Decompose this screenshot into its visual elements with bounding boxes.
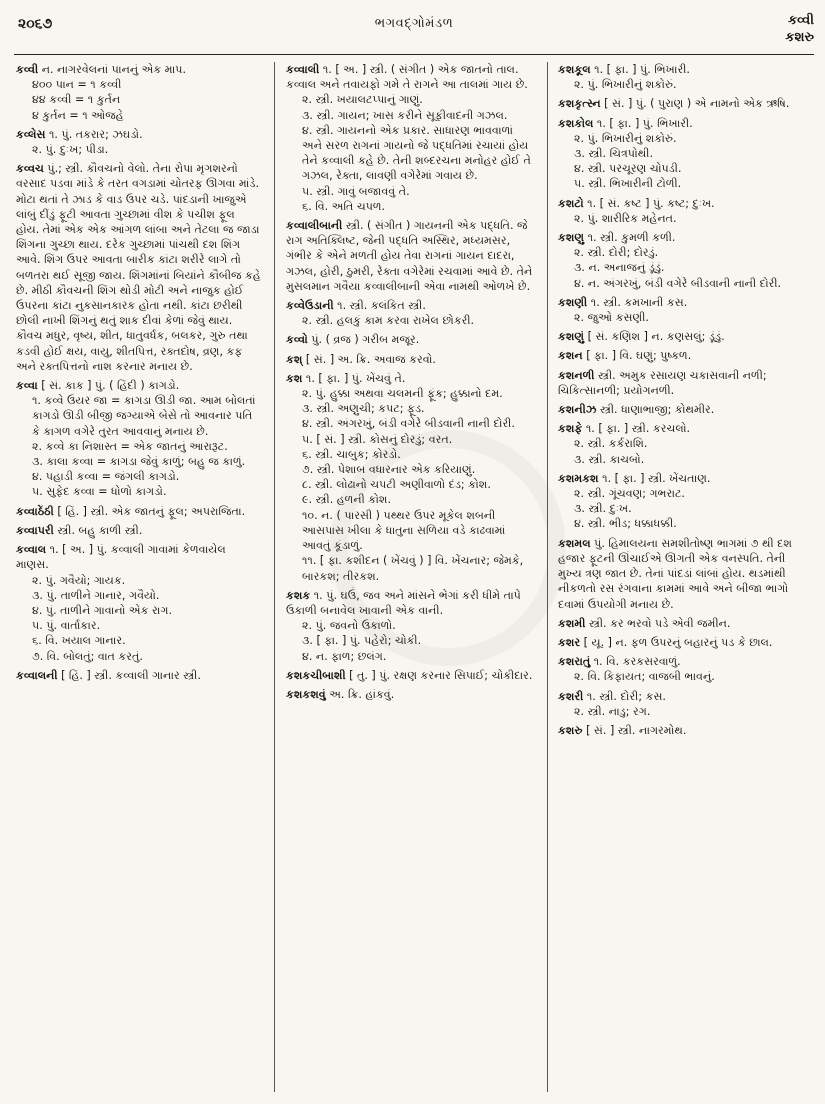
entry-sense: ૭. સ્ત્રી. પેશાબ વધારનાર એક કરિયાણું. <box>302 463 476 477</box>
dictionary-entry <box>558 723 810 738</box>
dictionary-entry <box>16 127 261 157</box>
entry-sense: ૫. સ્ત્રી. ગાવું બજાવવું તે. <box>302 184 410 198</box>
entry-headword: કશરાતું <box>558 655 591 669</box>
entry-sense: ૪. પહાડી કવ્વા = જંગલી કાગડો. <box>32 470 180 484</box>
entry-sense: ૪. ન. અંગરખું, બંડી વગેરે બીડવાની નાની દોરી. <box>574 276 782 290</box>
entry-headword: કશકચીબાશી <box>286 668 346 682</box>
entry-definition: ૧. [ ફા. ] સ્ત્રી. ખેંચતાણ. <box>602 471 711 485</box>
entry-definition: સ્ત્રી. કર ભરવો પડે એવી જમીન. <box>588 616 731 630</box>
entry-sense: ૨. પું. હુક્કા અથવા ચલમની ફૂંક; હુક્કાનો દમ. <box>302 387 503 401</box>
dictionary-entry <box>558 402 810 417</box>
entry-sense: ૧૦. ન. ( પારસી ) પથ્થર ઉપર મૂકેલ શબની આસપાસ ખીલા કે ધાતુના સળિયા વડે કાઢવામાં આવતું કૂંડાળું. <box>302 508 506 553</box>
entry-definition: [ સં. ] સ્ત્રી. નાગરમોથ. <box>586 723 687 737</box>
entry-sense: ૨. પું. દુઃખ; પીડા. <box>32 143 109 157</box>
entry-headword: કશમલ <box>558 536 591 550</box>
dictionary-entry <box>558 196 810 226</box>
entry-definition: ૧. પું. તકરાર; ઝઘડો. <box>49 127 143 141</box>
entry-sense: ૫. [ સં. ] સ્ત્રી. કોસનું દોરડું; વરત. <box>302 432 453 446</box>
entry-headword: કશટો <box>558 196 584 210</box>
dictionary-entry <box>286 298 536 328</box>
dictionary-entry <box>558 635 810 650</box>
dictionary-entry <box>558 421 810 467</box>
entry-definition: સ્ત્રી. અમુક રસાયણ ચકાસવાની નળી; ચિકિત્સાનળી; પ્રયોગનળી. <box>558 368 767 397</box>
entry-sense: ૬. સ્ત્રી. ચાબુક; કોરડો. <box>302 447 401 461</box>
entry-headword: કશણી <box>558 295 588 309</box>
entry-sense: ૨. પું. ગવૈયો; ગાયક. <box>32 573 126 587</box>
dictionary-entry <box>558 689 810 719</box>
entry-definition: ૧. [ ફા. ] પું. ભિખારી. <box>594 63 690 76</box>
entry-definition: પું. હિમાલયના સમશીતોષ્ણ ભાગમાં ૭ થી દશ હજાર ફૂટની ઊંચાઈએ ઊગતી એક વનસ્પતિ. તેની મુખ્ય ત્રણ જાત છે. તેનાં પાંદડાં લાંબાં હોય. થડમાંથી નીકળતો રસ રંગવાના કામમાં આવે અને બીજા ભાગો દવામાં ઉપયોગી મનાય છે. <box>558 536 792 611</box>
column-3 <box>558 62 810 1092</box>
entry-sense: ૨. વિ. કિફાયત; વાજબી ભાવનું. <box>574 670 715 684</box>
entry-definition: [ ફા. ] વિ. ઘણું; પુષ્કળ. <box>586 349 692 363</box>
dictionary-entry <box>16 668 261 683</box>
entry-definition: ૧. સ્ત્રી. કુમળી કળી. <box>587 231 676 245</box>
entry-headword: કશકોલ <box>558 116 594 130</box>
entry-sense: ૫. સુફેદ કવ્વા = ધોળો કાગડો. <box>32 485 167 499</box>
dictionary-entry <box>558 329 810 344</box>
dictionary-entry <box>286 668 536 683</box>
entry-sense: ૫. સ્ત્રી. ભિખારીની ટોળી. <box>574 177 682 191</box>
entry-headword: કવ્વાઠેંઠી <box>16 504 54 518</box>
entry-sense: ૩. કાલા કવ્વા = કાગડા જેવું કાળું; બહુ જ કાળું. <box>32 455 246 469</box>
column-2 <box>286 62 536 1092</box>
dictionary-entry <box>16 523 261 538</box>
guide-word-last: કશરુ <box>785 30 814 45</box>
dictionary-entry <box>558 348 810 363</box>
entry-sense: ૪. સ્ત્રી. ભીડ; ધક્કાધક્કી. <box>574 517 677 531</box>
entry-sense: ૩. [ ફા. ] પું. પહેરો; ચોકી. <box>302 634 422 648</box>
entry-sense: ૧. કવ્વે ઉયર જા = કાગડા ઊડી જા. આમ બોલતાં કાગડો ઊડી બીજી જગ્યાએ બેસે તો આવનાર પતિ કે કાગળ વગેરે તુરત આવવાનું મનાય છે. <box>32 394 256 438</box>
entry-sense: ૩. સ્ત્રી. ચિત્રપોથી. <box>574 147 653 161</box>
entry-headword: કશણું <box>558 330 585 344</box>
entry-sense: ૪. સ્ત્રી. પરચૂરણ ચોપડી. <box>574 162 682 176</box>
column-divider-1 <box>274 62 275 1092</box>
dictionary-entry <box>558 295 810 325</box>
entry-headword: કશફે <box>558 422 583 436</box>
entry-sense: ૨. પું. ભિખારીનું શકોરું. <box>574 78 677 92</box>
page-title: ભગવદ્ગોમંડળ <box>374 16 454 31</box>
entry-definition: ૧. [ અ. ] સ્ત્રી. ( સંગીત ) એક જાતનો તાલ. કવ્વાલ અને તવાયફો ગમે તે રાગને આ તાલમાં ગાય છે. <box>286 63 528 92</box>
entry-headword: કશક <box>286 588 311 602</box>
entry-sense: ૪. ન. ફાળ; છલંગ. <box>302 649 387 663</box>
entry-headword: કશકૃત્સ્ન <box>558 97 601 111</box>
entry-headword: કવ્વી <box>16 63 39 76</box>
entry-headword: કશકશવું <box>286 687 326 701</box>
page-number: ૨૦૬૭ <box>18 16 53 32</box>
entry-sense: ૩. સ્ત્રી. કાચબો. <box>574 452 645 466</box>
dictionary-entry <box>286 687 536 702</box>
entry-definition: [ સં. ] અ. ક્રિ. અવાજ કરવો. <box>305 352 436 366</box>
entry-headword: કશકૂલ <box>558 63 591 76</box>
entry-sense: ૨. સ્ત્રી. નાડુ; રગ. <box>574 704 651 718</box>
dictionary-entry <box>558 471 810 532</box>
entry-definition: ન. નાગરવેલનાં પાનનું એક માપ. <box>41 63 186 76</box>
entry-sense: ૨. કવ્વે કા નિશાસ્ત = એક જાતનું આરારૂટ. <box>32 439 228 453</box>
entry-definition: ૧. વિ. કરકસરવાળું. <box>593 655 681 669</box>
entry-headword: કશ્ <box>286 352 303 366</box>
entry-headword: કવ્વો <box>286 333 308 347</box>
entry-headword: કવ્વચ <box>16 162 44 176</box>
dictionary-entry <box>16 161 261 374</box>
dictionary-entry <box>558 616 810 631</box>
guide-word-first: કવ્વી <box>788 13 814 28</box>
entry-definition: ૧. [ ફા. ] સ્ત્રી. કરચલો. <box>585 422 691 436</box>
entry-sense: ૩. સ્ત્રી. અણુચી; કપટ; ફૂડ. <box>302 402 425 416</box>
entry-sense: ૩. સ્ત્રી. દુઃખ. <box>574 502 632 516</box>
entry-headword: કવ્વાલની <box>16 668 58 682</box>
entry-sense: ૨. પું. ભિખારીનું શકોરું. <box>574 131 677 145</box>
entry-definition: [ હિં. ] સ્ત્રી. એક જાતનું ફૂલ; અપરાજિતા. <box>57 504 246 518</box>
entry-headword: કશનીઝ <box>558 403 597 417</box>
dictionary-entry <box>558 62 810 92</box>
column-divider-2 <box>547 62 548 1092</box>
entry-definition: [ સં. કાક ] પું. ( હિંદી ) કાગડો. <box>41 379 180 393</box>
entry-sense: ૭. વિ. બોલતું; વાત કરતું. <box>32 649 143 663</box>
entry-definition: પું. ( વ્રજ ) ગરીબ મજૂર. <box>311 333 420 347</box>
entry-definition: ૧. [ ફા. ] પું. ભિખારી. <box>596 116 693 130</box>
guide-words <box>785 12 814 46</box>
entry-definition: ૧. સ્ત્રી. દોરી; કસ. <box>586 689 666 703</box>
entry-sense: ૨. પું. શારીરિક મહેનત. <box>574 211 677 225</box>
entry-headword: કશમી <box>558 616 586 630</box>
entry-sense: ૨. સ્ત્રી. ખયાલટપ્પાનું ગાણું. <box>302 93 423 107</box>
entry-sense: ૪. સ્ત્રી. ગાયનનો એક પ્રકાર. સાધારણ ભાવવાળાં અને સરળ રાગનાં ગાયનો જે પદ્ધતિમાં રચાયાં હોય તેને કવ્વાલી કહે છે. તેની શબ્દરચના મનોહર હોઈ તે ગઝલ, રેક્તા, લાવણી વગેરેમાં ગવાય છે. <box>302 123 531 183</box>
dictionary-entry <box>16 504 261 519</box>
dictionary-entry <box>558 230 810 291</box>
entry-definition: સ્ત્રી. બહુ કાળી સ્ત્રી. <box>57 523 143 537</box>
dictionary-entry <box>16 62 261 123</box>
dictionary-entry <box>286 352 536 367</box>
entry-definition: ૧. [ ફા. ] પું. ખેંચવું તે. <box>305 371 406 385</box>
dictionary-entry <box>16 542 261 664</box>
entry-sense: ૩. પું. તાળીને ગાનાર, ગવૈયો. <box>32 588 160 602</box>
entry-definition: ૧. [ અ. ] પું. કવ્વાલી ગાવામાં કેળવાયેલ માણસ. <box>16 543 226 572</box>
entry-headword: કશણુ <box>558 231 585 245</box>
entry-definition: ૧. સ્ત્રી. કલંકિત સ્ત્રી. <box>337 299 426 313</box>
entry-headword: કવ્વેઉડાની <box>286 299 334 313</box>
entry-definition: ૧. પું. ઘઉં, જવ અને માંસને ભેગાં કરી ધીમે તાપે ઉકાળી બનાવેલ ખાવાની એક વાની. <box>286 588 521 617</box>
entry-headword: કવ્લેસ <box>16 127 46 141</box>
entry-definition: ૧. [ સં. કષ્ટ ] પું. કષ્ટ; દુઃખ. <box>587 196 715 210</box>
entry-sense: ૪. પું. તાળીને ગાવાનો એક રાગ. <box>32 603 173 617</box>
entry-sense: ૪૦૦ પાન = ૧ કવ્વી <box>32 78 122 92</box>
dictionary-entry <box>286 371 536 584</box>
entry-sense: ૬. વિ. અતિ ચપળ. <box>302 199 386 213</box>
entry-definition: [ તુ. ] પું. રક્ષણ કરનાર સિપાઈ; ચોકીદાર. <box>349 668 533 682</box>
entry-sense: ૨. સ્ત્રી. દોરી; દોરડું. <box>574 246 659 260</box>
dictionary-entry <box>16 378 261 500</box>
entry-headword: કવ્વાપરી <box>16 523 54 537</box>
entry-sense: ૨. સ્ત્રી. કર્કરાશિ. <box>574 437 648 451</box>
entry-sense: ૨. પું. જવનો ઉકાળો. <box>302 619 396 633</box>
entry-definition: અ. ક્રિ. હાંકવું. <box>329 687 395 701</box>
entry-headword: કશમકશ <box>558 471 599 485</box>
entry-definition: [ સં. ] પું. ( પુરાણ ) એ નામનો એક ઋષિ. <box>604 97 790 111</box>
entry-headword: કશરી <box>558 689 584 703</box>
entry-sense: ૩. ન. અનાજનું ડૂંડું. <box>574 261 665 275</box>
entry-headword: કશ <box>286 371 303 385</box>
entry-definition: [ યૂ. ] ન. ફળ ઉપરનું બહારનું પડ કે છાલ. <box>583 635 773 649</box>
dictionary-entry <box>558 368 810 398</box>
column-1 <box>16 62 261 1092</box>
entry-headword: કવ્વાલીબાની <box>286 219 343 233</box>
entry-headword: કવ્વા <box>16 379 38 393</box>
page-header <box>14 12 814 52</box>
entry-sense: ૩. સ્ત્રી. ગાયન; ખાસ કરીને સૂફીવાદની ગઝલ. <box>302 108 508 122</box>
entry-headword: કશર <box>558 635 581 649</box>
dictionary-entry <box>286 62 536 214</box>
entry-sense: ૬. વિ. ખયાલ ગાનાર. <box>32 634 126 648</box>
entry-sense: ૪ કુર્તન = ૧ ઓજહે <box>32 108 124 122</box>
dictionary-entry <box>286 332 536 347</box>
entry-sense: ૨. સ્ત્રી. ગૂંચવણ; ગભરાટ. <box>574 487 685 501</box>
entry-definition: ૧. સ્ત્રી. કમખાની કસ. <box>590 295 688 309</box>
entry-definition: પું.; સ્ત્રી. કૌવચનો વેલો. તેના રોપા મૃગશરનો વરસાદ પડવા માંડે કે તરત વગડામાં ચોતરફ ઊગવા માંડે. મોટા થતાં તે ઝાડ કે વાડ ઉપર ચડે. પાંદડાની ખાજુએ લાંબું દીંડું ફૂટી આવતા ગુચ્છામાં વીશ કે પચીશ ફૂલ હોય. તેમાં એક એક આંગળ લાંબા અને તેટલા જ જાડા શિંગના ગુચ્છા થાય. દરેક ગુચ્છામાં પાંચથી દશ શિંગ આવે. શિંગ ઉપર આવતા બારીક કાંટા શરીરે લાગે તો બળતરા થઈ સૂજી જાય. શિંગમાંનાં બિયાંને કૌબીજ કહે છે. મીઠી કૌવચની શિંગ થોડી મોટી અને નાજુક હોઈ ઉપરના કાંટા નુકસાનકારક હોતા નથી. કાંટા છરીથી છોલી નાખી શિંગનું થતું શાક દીવાં કેળાં જેવું થાય. કૌવચ મધુર, વૃષ્ય, શીત, ધાતુવર્ધક, બલકર, ગુરુ તથા કડવી હોઈ ક્ષય, વાયુ, શીતપિત્ત, રક્તદોષ, વ્રણ, કફ અને રક્તપિત્તનો નાશ કરનાર મનાય છે. <box>16 162 261 373</box>
entry-sense: ૨. સ્ત્રી. હલકું કામ કરવા રાખેલ છોકરી. <box>302 314 475 328</box>
entry-sense: ૪૪ કવ્વી = ૧ કુર્તન <box>32 93 121 107</box>
dictionary-entry <box>286 218 536 294</box>
entry-sense: ૪. સ્ત્રી. અંગરખું, બંડી વગેરે બીડવાની નાની દોરી. <box>302 417 515 431</box>
entry-sense: ૫. પું. વાર્તાકાર. <box>32 619 101 633</box>
dictionary-entry <box>558 536 810 612</box>
entry-sense: ૯. સ્ત્રી. હળની કોશ. <box>302 493 391 507</box>
header-rule <box>14 54 814 55</box>
entry-headword: કશન <box>558 349 583 363</box>
entry-definition: સ્ત્રી. ધાણાભાજી; કોથમીર. <box>599 403 715 417</box>
entry-definition: [ સં. કણિશ ] ન. કણસલું; ડૂંડું. <box>587 330 725 344</box>
dictionary-entry <box>558 116 810 192</box>
dictionary-entry <box>286 588 536 664</box>
entry-sense: ૮. સ્ત્રી. લોઢાનો ચપટી અણીવાળો દંડ; કોશ. <box>302 478 491 492</box>
entry-definition: [ હિં. ] સ્ત્રી. કવ્વાલી ગાનાર સ્ત્રી. <box>61 668 201 682</box>
entry-sense: ૧૧. [ ફા. કશીદન ( ખેંચવું ) ] વિ. ખેંચનાર; જેમકે, બારકશ; તીરકશ. <box>302 554 524 583</box>
entry-headword: કવ્વાલ <box>16 543 47 557</box>
entry-sense: ૨. જુઓ કસણી. <box>574 311 649 325</box>
entry-headword: કવ્વાલી <box>286 63 320 76</box>
dictionary-entry <box>558 96 810 111</box>
entry-headword: કશનળી <box>558 368 595 382</box>
entry-definition: સ્ત્રી. ( સંગીત ) ગાયનની એક પદ્ધતિ. જે રાગ અતિક્લિષ્ટ, જેની પદ્ધતિ અસ્થિર, મધ્યમસર, ગંભીર કે એને મળતી હોય તેવા રાગનાં ગાયન દાદરા, ગઝલ, હોરી, ઠુમરી, રેક્તા વગેરેમાં રચવામાં આવે છે. તેને મુસલમાન ગવૈયા કવ્વાલીબાની એવા નામથી ઓળખે છે. <box>286 219 533 293</box>
entry-headword: કશરુ <box>558 723 583 737</box>
dictionary-entry <box>558 654 810 684</box>
